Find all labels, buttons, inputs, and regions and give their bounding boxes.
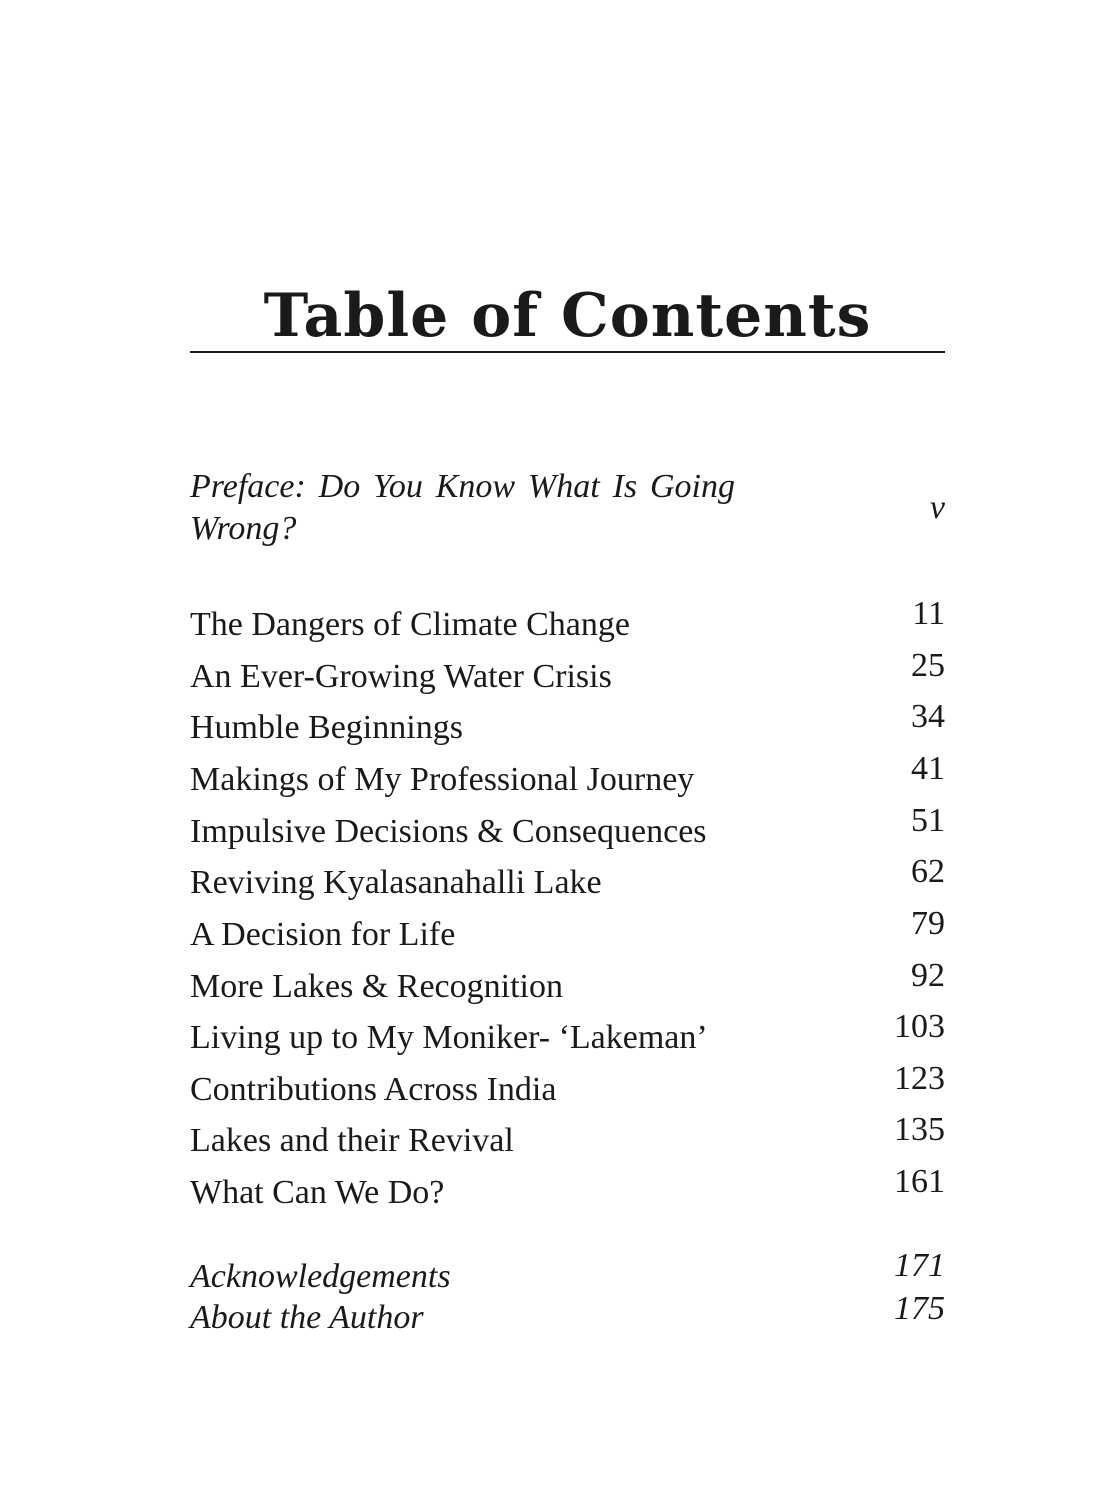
toc-entry-page: 41: [911, 750, 945, 787]
toc-entry-label: Contributions Across India: [190, 1071, 557, 1108]
toc-entry-page: 34: [911, 698, 945, 735]
toc-entry-page: 175: [894, 1290, 945, 1327]
toc-entry-label: Preface: Do You Know What Is Going Wrong?: [190, 468, 735, 547]
toc-entry-page: 171: [894, 1247, 945, 1284]
toc-page: [190, 0, 945, 1496]
toc-entry-label: A Decision for Life: [190, 916, 456, 953]
toc-entry-label: An Ever-Growing Water Crisis: [190, 658, 612, 695]
toc-entry-label: Reviving Kyalasanahalli Lake: [190, 864, 602, 901]
toc-entry-label: Impulsive Decisions & Consequences: [190, 813, 707, 850]
toc-entry-page: 51: [911, 802, 945, 839]
toc-entry-page: 92: [911, 957, 945, 994]
toc-entry-label: Makings of My Professional Journey: [190, 761, 695, 798]
toc-entry-label: About the Author: [190, 1299, 424, 1336]
toc-entry-label: Humble Beginnings: [190, 709, 463, 746]
toc-entry-label: Acknowledgements: [190, 1258, 451, 1295]
toc-entry-label: The Dangers of Climate Change: [190, 606, 630, 643]
title-divider: [190, 351, 945, 353]
toc-entry-page: 135: [894, 1111, 945, 1148]
toc-entry-page: 62: [911, 853, 945, 890]
toc-entry-page: v: [929, 489, 945, 526]
toc-entry-page: 103: [894, 1008, 945, 1045]
toc-entry-label: More Lakes & Recognition: [190, 968, 563, 1005]
toc-entry-page: 123: [894, 1060, 945, 1097]
toc-entry-page: 79: [911, 905, 945, 942]
toc-entry-page: 11: [912, 595, 945, 632]
page-title: Table of Contents: [263, 281, 872, 351]
toc-entry-label: Lakes and their Revival: [190, 1122, 514, 1159]
toc-entry-page: 161: [894, 1163, 945, 1200]
toc-entry-label: Living up to My Moniker- ‘Lakeman’: [190, 1019, 708, 1056]
toc-entry-label: What Can We Do?: [190, 1174, 445, 1211]
toc-entry-page: 25: [911, 647, 945, 684]
